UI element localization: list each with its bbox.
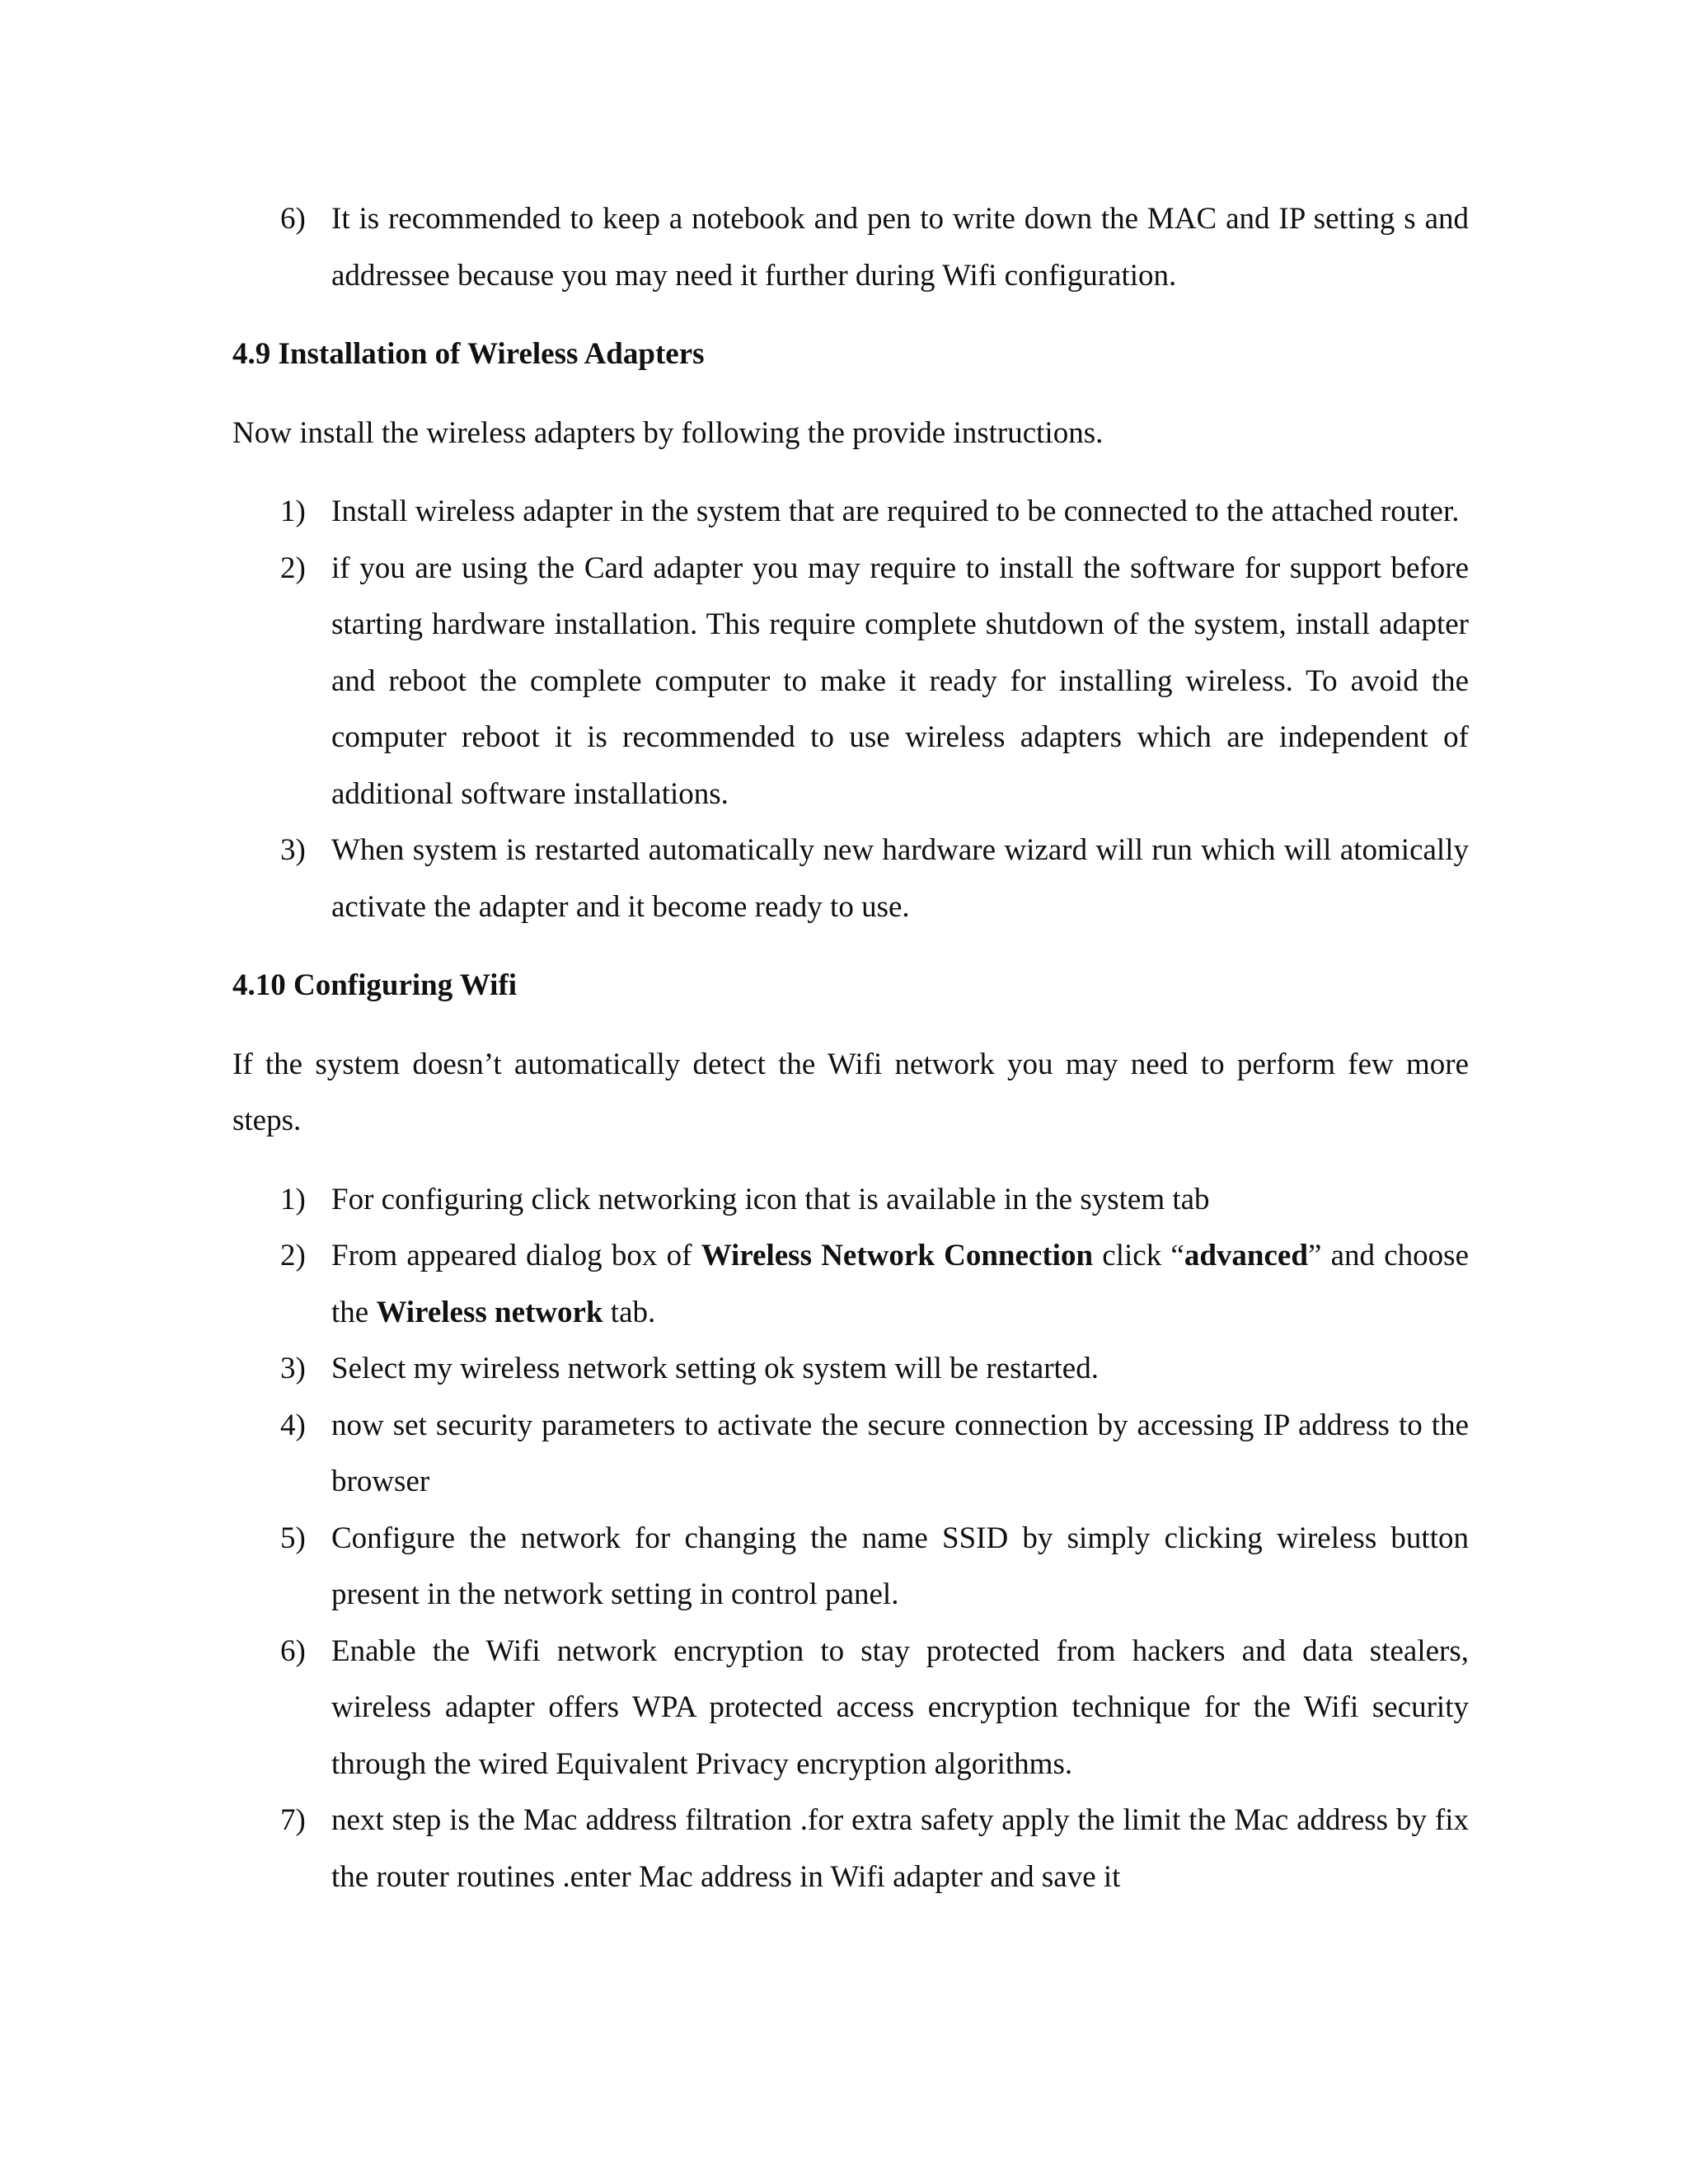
- installation-steps-list: [232, 484, 1469, 935]
- item-text: Enable the Wifi network encryption to stay protected from hackers and data stealers, wireless adapter offers WPA protected access encryption technique for the Wifi security through the wired Equivalent Privacy encryption algorithms.: [331, 1633, 1469, 1781]
- item-number: 7): [280, 1803, 306, 1837]
- list-item: [232, 1398, 1469, 1511]
- item-text: now set security parameters to activate the secure connection by accessing IP address to the browser: [331, 1408, 1469, 1498]
- item-text: Install wireless adapter in the system that are required to be connected to the attached router.: [331, 494, 1460, 528]
- item-number: 2): [280, 551, 306, 585]
- list-item: [232, 191, 1469, 304]
- item-number: 4): [280, 1408, 306, 1442]
- list-item: [232, 1172, 1469, 1229]
- item-text: if you are using the Card adapter you may require to install the software for support before starting hardware installation. This require complete shutdown of the system, install adapter and reboot the complete computer to make it ready for installing wireless. To avoid the computer reboot it is recommended to use wireless adapters which are independent of additional software installations.: [331, 551, 1469, 811]
- bold-term: Wireless Network Connection: [701, 1239, 1094, 1272]
- item-text: It is recommended to keep a notebook and pen to write down the MAC and IP setting s and addressee because you may need it further during Wifi configuration.: [331, 202, 1469, 293]
- item-text-part: tab.: [603, 1295, 656, 1329]
- item-text-part: From appeared dialog box of: [331, 1239, 701, 1272]
- section-heading-4-10: 4.10 Configuring Wifi: [232, 968, 518, 1002]
- item-number: 1): [280, 494, 306, 528]
- item-text: When system is restarted automatically new hardware wizard will run which will atomically activate the adapter and it become ready to use.: [331, 833, 1469, 924]
- list-item: [232, 1624, 1469, 1793]
- bold-term: advanced: [1184, 1239, 1308, 1272]
- item-text: For configuring click networking icon that is available in the system tab: [331, 1182, 1210, 1216]
- item-text: next step is the Mac address filtration .for extra safety apply the limit the Mac address by fix the router routines .enter Mac address in Wifi adapter and save it: [331, 1803, 1469, 1894]
- item-number: 6): [280, 1633, 306, 1668]
- list-item: [232, 484, 1469, 541]
- section-heading-4-9: 4.9 Installation of Wireless Adapters: [232, 337, 705, 371]
- item-number: 1): [280, 1182, 306, 1216]
- list-item: [232, 541, 1469, 823]
- list-item: [232, 1341, 1469, 1398]
- item-number: 3): [280, 833, 306, 867]
- item-text: Select my wireless network setting ok system will be restarted.: [331, 1352, 1099, 1385]
- section-intro-4-10: If the system doesn’t automatically detect the Wifi network you may need to perform few more steps.: [232, 1047, 1469, 1137]
- item-text-part: ” and choose the: [331, 1239, 1470, 1329]
- item-number: 5): [280, 1521, 306, 1555]
- bold-term: Wireless network: [376, 1295, 603, 1329]
- document-page: [232, 191, 1469, 1905]
- list-item: [232, 823, 1469, 935]
- item-text: Configure the network for changing the name SSID by simply clicking wireless button present in the network setting in control panel.: [331, 1521, 1469, 1611]
- intro-list: [232, 191, 1469, 304]
- item-number: 6): [280, 202, 306, 236]
- item-number: 3): [280, 1352, 306, 1385]
- section-intro-4-9: Now install the wireless adapters by following the provide instructions.: [232, 415, 1104, 450]
- item-text-part: click “: [1093, 1239, 1184, 1272]
- item-number: 2): [280, 1239, 306, 1272]
- list-item: [232, 1793, 1469, 1905]
- list-item: [232, 1511, 1469, 1624]
- configuration-steps-list: [232, 1172, 1469, 1906]
- list-item: [232, 1228, 1469, 1341]
